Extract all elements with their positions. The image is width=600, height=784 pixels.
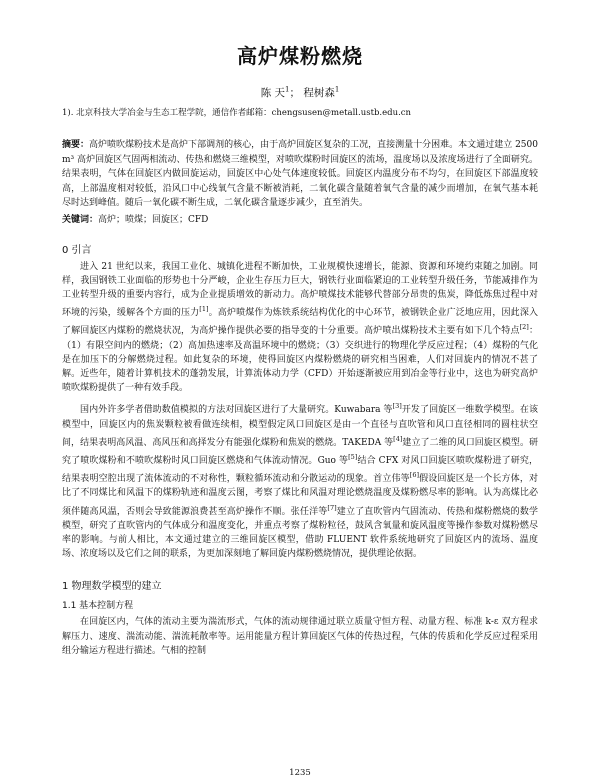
keywords bbox=[62, 212, 538, 225]
text-run: 进入 21 世纪以来，我国工业化、城镇化进程不断加快，工业规模快速增长，能源、资源和环境约束随之加剧。同样，我国钢铁工业面临的形势也十分严峻，企业生存压力巨大，钢铁行业面临紧迫的工业转型升级任务，节能减排作为工业转型升级的重要内容行，成为企业提质增效的新动力。高炉喷煤技术能够代替部分昂贵的焦炭，降低炼焦过程中对环境的污染，缓解各个方面的压力 bbox=[62, 261, 538, 319]
section-heading-model: 1 物理数学模型的建立 bbox=[62, 581, 162, 593]
text-run: ：（1）有限空间内的燃烧；（2）高加热速率及高温环境中的燃烧；（3）交织进行的物理化学反应过程；（4）煤粉的气化是在加压下的分解燃烧过程。如此复杂的环境，使得回旋区内煤粉燃烧的研究相当困难，人们对回旋内的情况不甚了解。近些年，随着计算机技术的蓬勃发展，计算流体动力学（CFD）开始逐渐被应用到冶金等行业中，这也为研究高炉喷吹煤粉提供了一种有效手段。 bbox=[62, 326, 538, 394]
text-run: 结合 CFX 对风口回旋区喷吹煤粉进了研究，结果表明空腔出现了流体流动的不对称性，颗粒循环流动和分散运动的现象。首立伟等 bbox=[62, 455, 538, 485]
abstract-label: 摘要： bbox=[62, 140, 90, 150]
abstract bbox=[62, 138, 538, 211]
text-run: 国内外许多学者借助数值模拟的方法对回旋区进行了大量研究。Kuwabara 等 bbox=[80, 405, 393, 416]
citation: [5] bbox=[348, 452, 358, 461]
keywords-text: 高炉；喷煤；回旋区；CFD bbox=[98, 214, 209, 225]
citation: [3] bbox=[392, 402, 402, 411]
paragraph-intro-1 bbox=[62, 260, 538, 396]
author-name: 程树森 bbox=[303, 87, 335, 99]
text-run: 假设回旋区是一个长方体，对比了不同煤比和风温下的煤粉轨迹和温度云图，考察了煤比和风温对理论燃烧温度及煤粉燃尽率的影响。认为高煤比必须伴随高风温，否则会导致能源浪费甚至高炉操作不顺。张任洋等 bbox=[62, 474, 538, 517]
author-affil-marker: 1 bbox=[334, 85, 340, 94]
citation: [2] bbox=[519, 323, 529, 332]
keywords-label: 关键词： bbox=[62, 214, 99, 225]
section-heading-intro: 0 引言 bbox=[62, 244, 92, 256]
paragraph-intro-2 bbox=[62, 399, 538, 561]
text-run: 。高炉喷煤作为炼铁系统结构优化的中心环节，被钢铁企业广泛地应用，因此深入了解回旋区内煤粉的燃烧状况，为高炉操作提供必要的指导变的十分重要。高炉喷出煤粉技术主要有如下几个特点 bbox=[62, 308, 538, 337]
page-number: 1235 bbox=[289, 768, 311, 778]
author-name: 陈 天 bbox=[260, 87, 286, 99]
paper-title: 高炉煤粉燃烧 bbox=[237, 44, 363, 68]
author-affil-marker: 1 bbox=[285, 85, 290, 94]
affiliation: 1). 北京科技大学冶金与生态工程学院，通信作者邮箱：chengsusen@metall.ustb.edu.cn bbox=[62, 108, 412, 118]
text-run: 建立了直吹管内气固流动、传热和煤粉燃烧的数学模型，研究了直吹管内的气体成分和温度变化，并重点考察了煤粉粒径，鼓风含氧量和旋风温度等操作参数对煤粉燃尽率的影响。与前人相比，本文通过建立的三维回旋区模型，借助 FLUENT 软件系统地研究了回旋区内的流场、温度场、浓度场以及它们之间的联系，为更加深刻地了解回旋内煤粉燃烧情况，提供理论依据。 bbox=[62, 506, 538, 560]
subsection-heading-equations: 1.1 基本控制方程 bbox=[62, 601, 134, 612]
author-separator: ； bbox=[289, 87, 300, 99]
citation: [1] bbox=[199, 305, 209, 314]
citation: [7] bbox=[327, 503, 337, 512]
text-run: 建立了二维的风口回旋区模型。研究了喷吹煤粉和不喷吹煤粉时风口回旋区燃烧和气体流动情况。Guo 等 bbox=[62, 437, 538, 466]
abstract-text: 高炉喷吹煤粉技术是高炉下部调剂的核心，由于高炉回旋区复杂的工况，直接测量十分困难。本文通过建立 2500 m³ 高炉回旋区气固两相流动、传热和燃烧三维模型，对喷吹煤粉时回旋区的流场，温度场以及浓度场进行了全面研究。结果表明，气体在回旋区内做回旋运动，回旋区中心处气体速度较低。回旋区内温度分布不均匀，在回旋区下部温度较高，上部温度相对较低，沿风口中心线氧气含量不断被消耗，二氧化碳含量随着氧气含量的减少而增加，在氧气基本耗尽时达到峰值。随后一氧化碳不断生成，二氧化碳含量逐步减少，直至消失。 bbox=[62, 140, 538, 208]
citation: [6] bbox=[409, 471, 419, 480]
author-line bbox=[62, 85, 538, 100]
text-run: 开发了回旋区一维数学模型。在该模型中，回旋区内的焦炭颗粒被看做连续相，模型假定风口回旋区是由一个直径与直吹管和风口直径相同的圆柱状空间，结果表明高风温、高风压和高择发分有能强化煤粉和焦炭的燃烧。TAKEDA 等 bbox=[62, 405, 538, 448]
paragraph-model-1: 在回旋区内，气体的流动主要为湍流形式，气体的流动规律通过联立质量守恒方程、动量方程、标准 k-ε 双方程求解压力、速度、湍流动能、湍流耗散率等。运用能量方程计算回旋区气体的传热过程，气体的传质和化学反应过程采用组分输运方程进行描述。气相的控制 bbox=[62, 617, 538, 656]
citation: [4] bbox=[393, 434, 403, 443]
